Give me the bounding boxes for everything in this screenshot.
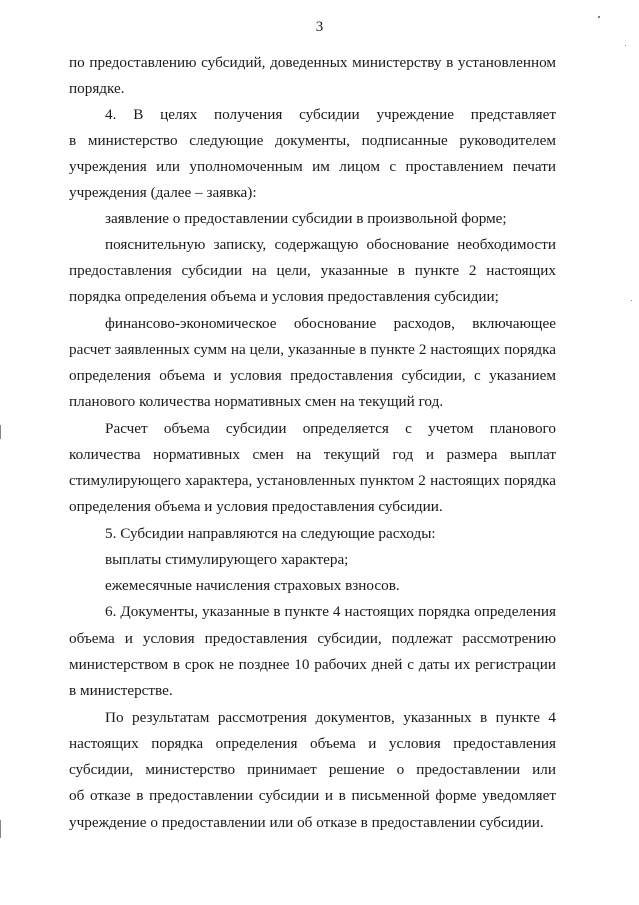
text-line: стимулирующего характера, установленных пунктом 2 настоящих порядка — [69, 472, 556, 489]
text-line: настоящих порядка определения объема и условия предоставления — [69, 735, 556, 752]
text-line: порядке. — [69, 80, 125, 97]
text-line: 4. В целях получения субсидии учреждение представляет — [105, 106, 556, 123]
scan-edge-mark — [0, 425, 1, 439]
text-line: объема и условия предоставления субсидии, подлежат рассмотрению — [69, 630, 556, 647]
scan-speck — [598, 16, 600, 18]
page-number: 3 — [315, 19, 324, 35]
text-line: выплаты стимулирующего характера; — [105, 551, 349, 568]
text-line: министерством в срок не позднее 10 рабочих дней с даты их регистрации — [69, 656, 556, 673]
text-line: учреждения (далее – заявка): — [69, 184, 257, 201]
text-line: по предоставлению субсидий, доведенных министерству в установленном — [69, 54, 556, 71]
text-line: учреждение о предоставлении или об отказе в предоставлении субсидии. — [69, 814, 544, 831]
text-line: пояснительную записку, содержащую обоснование необходимости — [105, 236, 556, 253]
text-line: об отказе в предоставлении субсидии и в письменной форме уведомляет — [69, 787, 556, 804]
text-line: По результатам рассмотрения документов, указанных в пункте 4 — [105, 709, 556, 726]
text-line: финансово-экономическое обоснование расходов, включающее — [105, 315, 556, 332]
text-line: заявление о предоставлении субсидии в произвольной форме; — [105, 210, 507, 227]
text-line: порядка определения объема и условия предоставления субсидии; — [69, 288, 499, 305]
text-line: определения объема и условия предоставления субсидии, с указанием — [69, 367, 556, 384]
text-line: 5. Субсидии направляются на следующие расходы: — [105, 525, 436, 542]
text-line: предоставления субсидии на цели, указанные в пункте 2 настоящих — [69, 262, 556, 279]
text-line: ежемесячные начисления страховых взносов. — [105, 577, 400, 594]
text-line: количества нормативных смен на текущий год и размера выплат — [69, 446, 556, 463]
text-line: в министерство следующие документы, подписанные руководителем — [69, 132, 556, 149]
text-line: учреждения или уполномоченным им лицом с проставлением печати — [69, 158, 556, 175]
scan-edge-mark — [0, 820, 1, 838]
text-line: Расчет объема субсидии определяется с учетом планового — [105, 420, 556, 437]
text-line: определения объема и условия предоставления субсидии. — [69, 498, 443, 515]
scan-speck — [625, 45, 626, 46]
scan-speck — [631, 300, 632, 301]
text-line: 6. Документы, указанные в пункте 4 настоящих порядка определения — [105, 603, 556, 620]
text-line: субсидии, министерство принимает решение о предоставлении или — [69, 761, 556, 778]
text-line: планового количества нормативных смен на текущий год. — [69, 393, 444, 410]
text-line: в министерстве. — [69, 682, 173, 699]
text-line: расчет заявленных сумм на цели, указанные в пункте 2 настоящих порядка — [69, 341, 556, 358]
